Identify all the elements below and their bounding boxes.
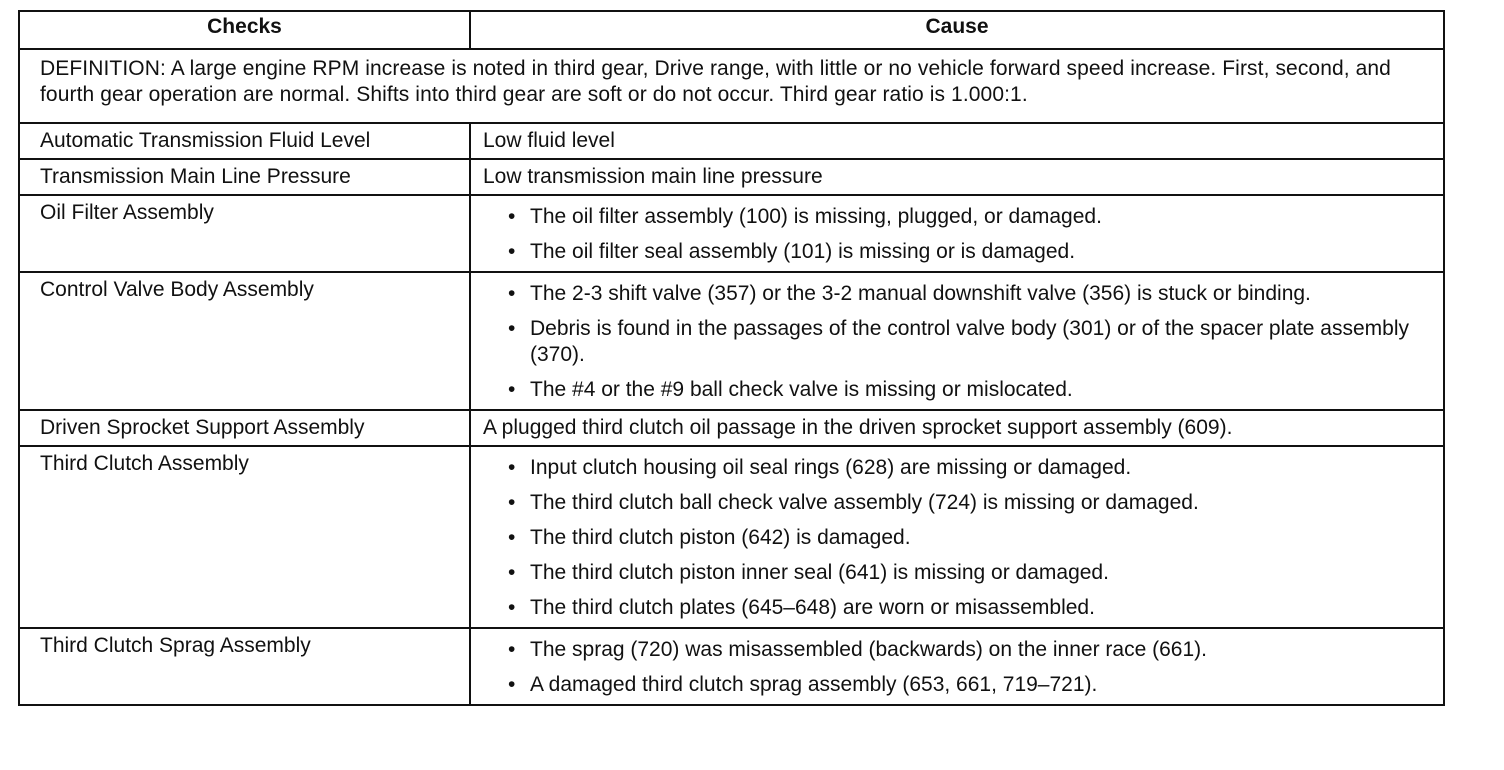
check-cell: Third Clutch Sprag Assembly [19,628,470,705]
table-row [19,410,1444,446]
cause-item: • The third clutch piston (642) is damaged. [508,525,1431,551]
table-row [19,628,1444,705]
cause-cell [470,195,1444,272]
cause-cell: A plugged third clutch oil passage in the driven sprocket support assembly (609). [470,410,1444,446]
table-row [19,159,1444,195]
header-row [19,11,1444,49]
cause-item: • The #4 or the #9 ball check valve is missing or mislocated. [508,377,1431,403]
cause-item: • The oil filter seal assembly (101) is missing or is damaged. [508,239,1431,265]
cause-list [483,637,1431,698]
cause-item: • The third clutch ball check valve assembly (724) is missing or damaged. [508,490,1431,516]
cause-item: • The third clutch plates (645–648) are worn or misassembled. [508,595,1431,621]
check-cell: Automatic Transmission Fluid Level [19,123,470,159]
check-cell: Driven Sprocket Support Assembly [19,410,470,446]
cause-item: • The third clutch piston inner seal (641) is missing or damaged. [508,560,1431,586]
table-row [19,272,1444,410]
definition-row [19,49,1444,123]
cause-item: • The 2-3 shift valve (357) or the 3-2 manual downshift valve (356) is stuck or binding. [508,281,1431,307]
cause-item: • The sprag (720) was misassembled (backwards) on the inner race (661). [508,637,1431,663]
cause-cell [470,446,1444,628]
table-row [19,195,1444,272]
diagnostic-table [18,10,1445,706]
check-cell: Third Clutch Assembly [19,446,470,628]
cause-cell [470,272,1444,410]
cause-item: • Input clutch housing oil seal rings (628) are missing or damaged. [508,455,1431,481]
table-row [19,446,1444,628]
cause-list [483,204,1431,265]
cause-cell: Low fluid level [470,123,1444,159]
cause-item: • Debris is found in the passages of the control valve body (301) or of the spacer plate assembly (370). [508,316,1431,368]
checks-header: Checks [19,11,470,49]
cause-list [483,281,1431,403]
definition-text: DEFINITION: A large engine RPM increase is noted in third gear, Drive range, with little or no vehicle forward speed increase. First, second, and fourth gear operation are normal. Shifts into third gear are soft or do not occur. Third gear ratio is 1.000:1. [19,49,1444,123]
cause-item: • A damaged third clutch sprag assembly (653, 661, 719–721). [508,672,1431,698]
cause-item: • The oil filter assembly (100) is missing, plugged, or damaged. [508,204,1431,230]
check-cell: Control Valve Body Assembly [19,272,470,410]
check-cell: Transmission Main Line Pressure [19,159,470,195]
cause-cell [470,628,1444,705]
table-row [19,123,1444,159]
cause-header: Cause [470,11,1444,49]
cause-list [483,455,1431,621]
check-cell: Oil Filter Assembly [19,195,470,272]
cause-cell: Low transmission main line pressure [470,159,1444,195]
